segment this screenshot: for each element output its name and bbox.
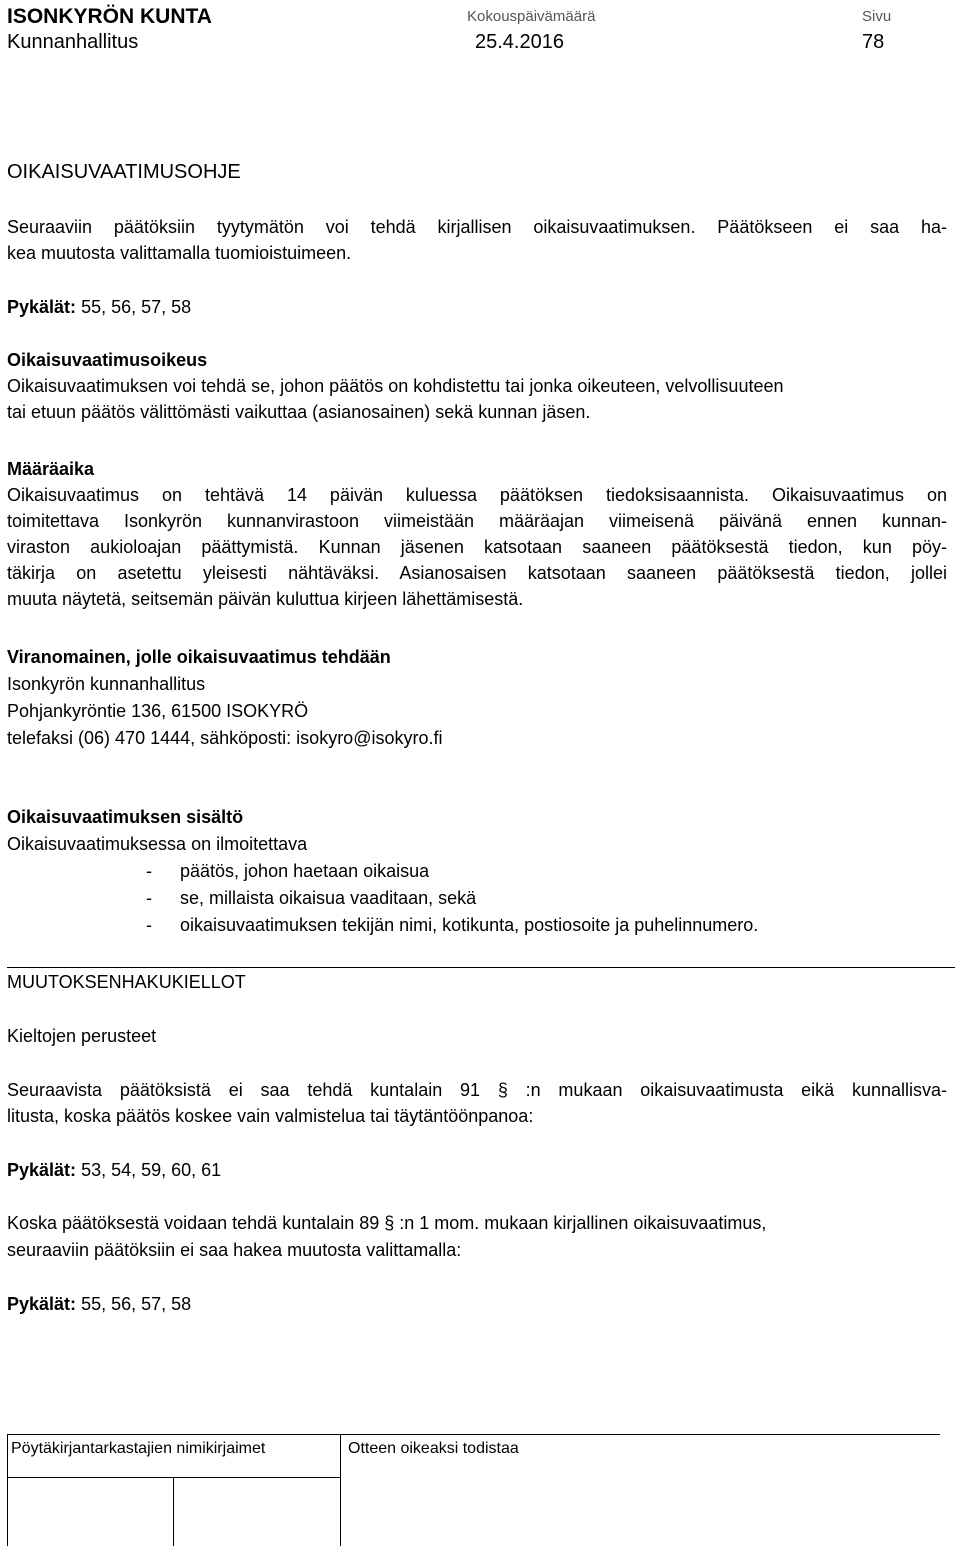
- deadline-line-2: toimitettava Isonkyrön kunnanvirastoon viimeistään määräajan viimeisenä päivänä ennen kunnan-: [7, 511, 947, 531]
- deadline-heading: Määräaika: [7, 459, 95, 479]
- deadline-line-5: muuta näytetä, seitsemän päivän kuluttua kirjeen lähettämisestä.: [7, 589, 524, 609]
- prohibitions-para-1-line-1: Seuraavista päätöksistä ei saa tehdä kuntalain 91 § :n mukaan oikaisuvaatimusta eikä kunnallisva-: [7, 1080, 947, 1100]
- right-to-appeal-heading: Oikaisuvaatimusoikeus: [7, 350, 208, 370]
- content-heading: Oikaisuvaatimuksen sisältö: [7, 807, 244, 827]
- appeal-intro: [7, 214, 947, 266]
- board-name: Kunnanhallitus: [7, 31, 139, 53]
- page-number: 78: [862, 31, 885, 53]
- content-item: päätös, johon haetaan oikaisua: [180, 861, 430, 881]
- organization-name: ISONKYRÖN KUNTA: [7, 5, 212, 28]
- content-item-bullet: -: [146, 861, 152, 881]
- prohibitions-para-2-line-1: Koska päätöksestä voidaan tehdä kuntalain 89 § :n 1 mom. mukaan kirjallinen oikaisuvaatimus,: [7, 1213, 767, 1233]
- prohibited-sections: [7, 1157, 221, 1183]
- content-item: se, millaista oikaisua vaaditaan, sekä: [180, 888, 477, 908]
- content-item-bullet: -: [146, 915, 152, 935]
- date-label: Kokouspäivämäärä: [467, 8, 596, 25]
- footer-column-divider: [340, 1434, 341, 1546]
- appeal-intro-line-2: kea muutosta valittamalla tuomioistuimeen.: [7, 243, 352, 263]
- deadline-line-4: täkirja on asetettu yleisesti nähtäväksi. Asianosaisen katsotaan saaneen päätöksestä tiedon, jollei: [7, 563, 947, 583]
- footer-top-border: [7, 1434, 940, 1435]
- appeal-sections-label: Pykälät:: [7, 297, 77, 317]
- footer-row-divider: [7, 1477, 341, 1478]
- right-to-appeal-text: [7, 373, 947, 425]
- content-item-bullet: -: [146, 888, 152, 908]
- content-item: oikaisuvaatimuksen tekijän nimi, kotikunta, postiosoite ja puhelinnumero.: [180, 915, 759, 935]
- authority-heading: Viranomainen, jolle oikaisuvaatimus tehdään: [7, 647, 391, 667]
- appeal-sections: [7, 294, 191, 320]
- footer-left-border: [7, 1434, 8, 1546]
- section-divider: [7, 967, 955, 968]
- no-appeal-sections: [7, 1291, 191, 1317]
- prohibited-sections-value: 53, 54, 59, 60, 61: [81, 1160, 222, 1180]
- appeal-title: OIKAISUVAATIMUSOHJE: [7, 161, 241, 183]
- footer-signature-cell-divider: [173, 1477, 174, 1546]
- prohibited-sections-label: Pykälät:: [7, 1160, 77, 1180]
- prohibitions-para-1: [7, 1077, 947, 1129]
- prohibitions-para-2-line-2: seuraaviin päätöksiin ei saa hakea muutosta valittamalla:: [7, 1240, 462, 1260]
- meeting-date: 25.4.2016: [475, 31, 564, 53]
- deadline-line-1: Oikaisuvaatimus on tehtävä 14 päivän kuluessa päätöksen tiedoksisaannista. Oikaisuvaatimus on: [7, 485, 947, 505]
- right-to-appeal-line-2: tai etuun päätös välittömästi vaikuttaa (asianosainen) sekä kunnan jäsen.: [7, 402, 591, 422]
- certified-label: Otteen oikeaksi todistaa: [348, 1440, 519, 1457]
- grounds-heading: Kieltojen perusteet: [7, 1026, 157, 1046]
- prohibitions-title: MUUTOKSENHAKUKIELLOT: [7, 972, 246, 992]
- no-appeal-sections-value: 55, 56, 57, 58: [81, 1294, 192, 1314]
- content-intro: Oikaisuvaatimuksessa on ilmoitettava: [7, 834, 308, 854]
- page-label: Sivu: [862, 8, 892, 25]
- appeal-intro-line-1: Seuraaviin päätöksiin tyytymätön voi tehdä kirjallisen oikaisuvaatimuksen. Päätökseen ei saa ha-: [7, 217, 947, 237]
- deadline-line-3: viraston aukioloajan päättymistä. Kunnan jäsenen katsotaan saaneen päätöksestä tiedon, kun pöy-: [7, 537, 947, 557]
- signatures-label: Pöytäkirjantarkastajien nimikirjaimet: [11, 1440, 266, 1457]
- authority-address: Pohjankyröntie 136, 61500 ISOKYRÖ: [7, 701, 309, 721]
- no-appeal-sections-label: Pykälät:: [7, 1294, 77, 1314]
- deadline-text: [7, 482, 947, 612]
- authority-contact: telefaksi (06) 470 1444, sähköposti: isokyro@isokyro.fi: [7, 728, 443, 748]
- prohibitions-para-1-line-2: litusta, koska päätös koskee vain valmistelua tai täytäntöönpanoa:: [7, 1106, 534, 1126]
- right-to-appeal-line-1: Oikaisuvaatimuksen voi tehdä se, johon päätös on kohdistettu tai jonka oikeuteen, velvollisuuteen: [7, 376, 784, 396]
- appeal-sections-value: 55, 56, 57, 58: [81, 297, 192, 317]
- authority-name: Isonkyrön kunnanhallitus: [7, 674, 206, 694]
